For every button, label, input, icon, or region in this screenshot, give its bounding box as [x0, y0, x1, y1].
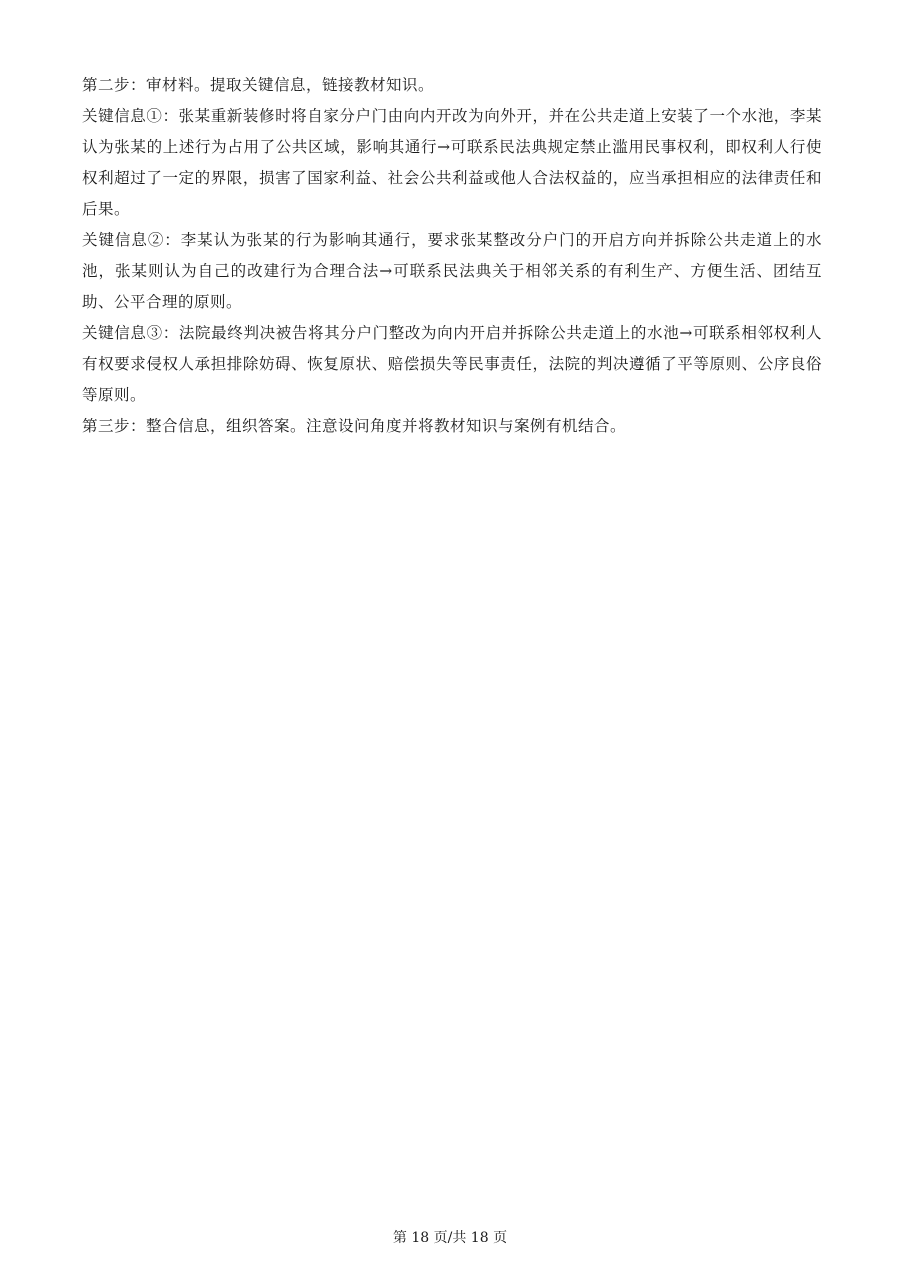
step-two-paragraph: 第二步：审材料。提取关键信息，链接教材知识。 — [82, 76, 435, 94]
key-info-three-paragraph: 关键信息③：法院最终判决被告将其分户门整改为向内开启并拆除公共走道上的水池→可联系相邻权利人有权要求侵权人承担排除妨碍、恢复原状、赔偿损失等民事责任，法院的判决遵循了平等原则、公序良俗等原则。 — [82, 324, 822, 404]
key-info-one-paragraph: 关键信息①：张某重新装修时将自家分户门由向内开改为向外开，并在公共走道上安装了一个水池，李某认为张某的上述行为占用了公共区域，影响其通行→可联系民法典规定禁止滥用民事权利，即权利人行使权利超过了一定的界限，损害了国家利益、社会公共利益或他人合法权益的，应当承担相应的法律责任和后果。 — [82, 107, 822, 218]
page-body — [82, 70, 822, 442]
step-three-paragraph: 第三步：整合信息，组织答案。注意设问角度并将教材知识与案例有机结合。 — [82, 417, 627, 435]
key-info-two-paragraph: 关键信息②：李某认为张某的行为影响其通行，要求张某整改分户门的开启方向并拆除公共走道上的水池，张某则认为自己的改建行为合理合法→可联系民法典关于相邻关系的有利生产、方便生活、团结互助、公平合理的原则。 — [82, 231, 822, 311]
page-number-footer: 第 18 页/共 18 页 — [392, 1230, 508, 1246]
